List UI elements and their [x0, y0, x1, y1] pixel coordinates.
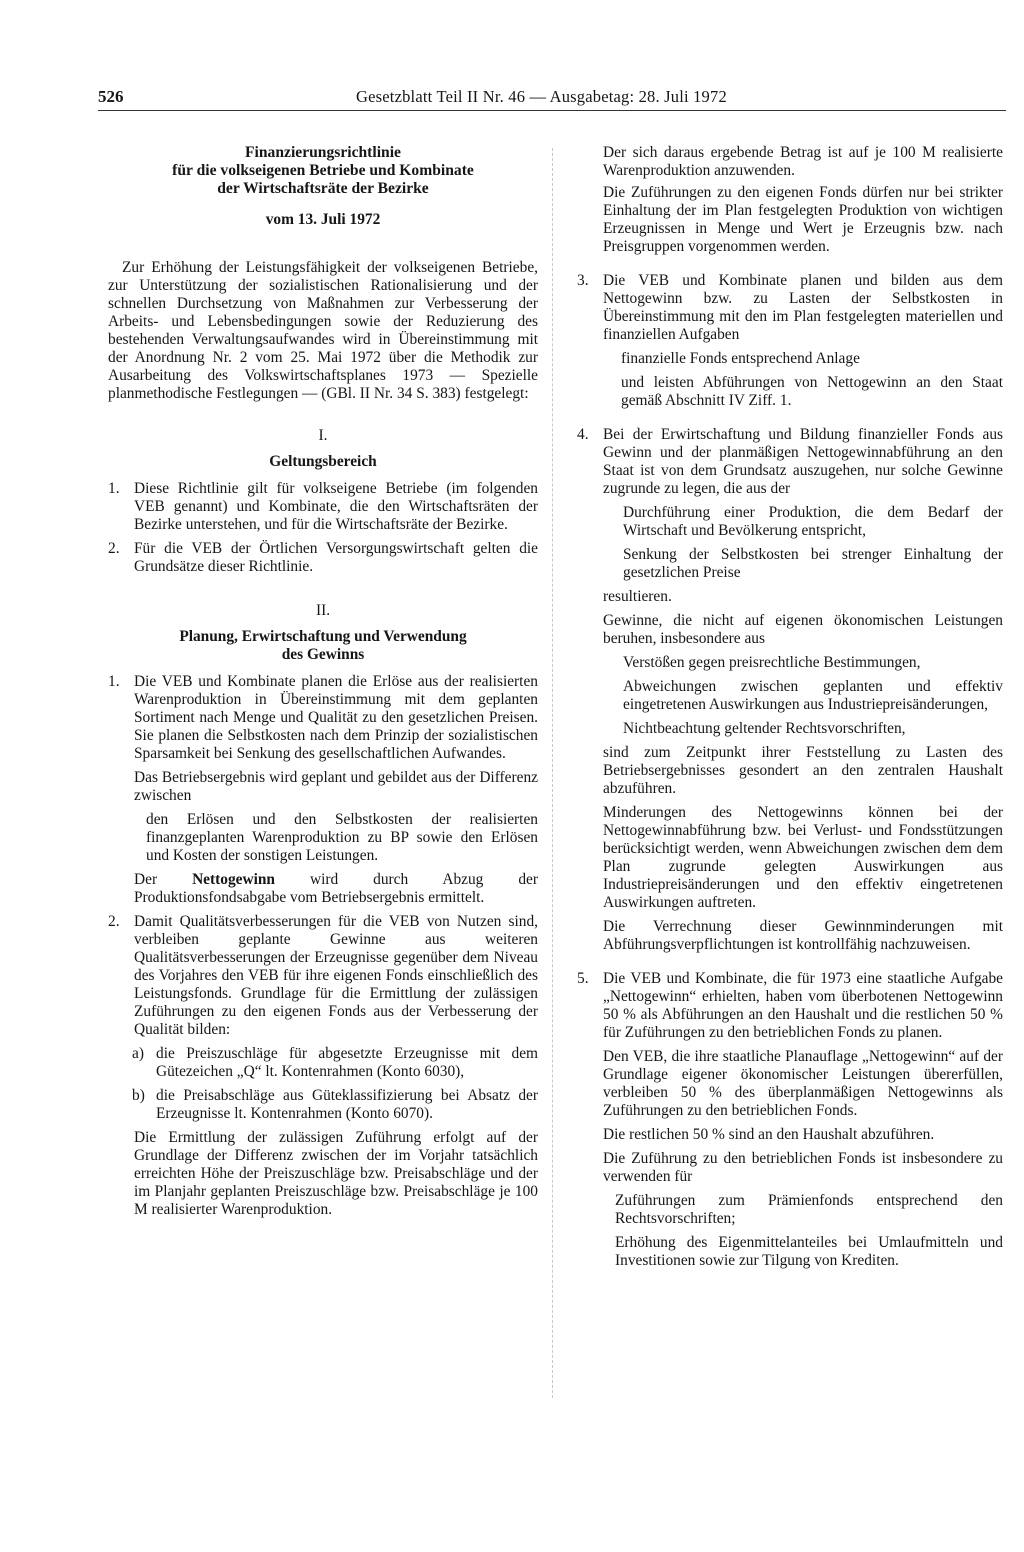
continuation-paragraph-2: Die Zuführungen zu den eigenen Fonds dürfen nur bei strikter Einhaltung der im Plan festgelegten Produktion von wichtigen Erzeugnissen in Menge und Wert je Erzeugnis bzw. nach Preisgruppen vorgenommen werden. — [603, 184, 1003, 255]
title-line-1: Finanzierungsrichtlinie — [245, 144, 401, 161]
item-2-closing-paragraph: Die Ermittlung der zulässigen Zuführung erfolgt auf der Grundlage der Differenz zwischen der im Vorjahr tatsächlich erreichten Höhe der Preiszuschläge bzw. Preisabschläge und der im Planjahr geplanten Preiszuschläge bzw. Preisabschläge je 100 M realisierter Warenproduktion. — [134, 1129, 538, 1218]
item-4-paragraph-4: Minderungen des Nettogewinns können bei der Nettogewinnabführung bzw. bei Verlust- und Fondsstützungen berücksichtigt werden, wenn Abweichungen zwischen dem dem Plan zugrunde gelegten Auswirkungen aus Industriepreisänderungen und den effektiv eingetretenen Auswirkungen auftreten. — [603, 804, 1003, 911]
item-5-paragraph-3: Die restlichen 50 % sind an den Haushalt abzuführen. — [603, 1126, 935, 1143]
item-3-clause-1: finanzielle Fonds entsprechend Anlage — [621, 350, 860, 367]
item-4-deviation-2: Abweichungen zwischen geplanten und effektiv eingetretenen Auswirkungen aus Industriepreisänderungen, — [623, 678, 1003, 713]
section-2-heading-line-1: Planung, Erwirtschaftung und Verwendung — [179, 628, 467, 645]
item-number: 2. — [108, 540, 120, 557]
section-2-item-5 — [577, 970, 1003, 1042]
item-text: Die VEB und Kombinate planen und bilden aus dem Nettogewinn bzw. zu Lasten der Selbstkosten in Übereinstimmung mit den im Plan festgelegten materiellen und finanziellen Aufgaben — [603, 272, 1003, 343]
page-header — [98, 86, 1006, 114]
item-text: Damit Qualitätsverbesserungen für die VEB von Nutzen sind, verbleiben geplante Gewinne aus weiteren Qualitätsverbesserungen der Erzeugnisse gegenüber dem Niveau des Vorjahres den VEB für ihre eigenen Fonds einschließlich des Leistungsfonds. Grundlage für die Ermittlung der zulässigen Zuführungen zu den eigenen Fonds aus der Verbesserung der Qualität bilden: — [134, 913, 538, 1038]
item-text: Diese Richtlinie gilt für volkseigene Betriebe (im folgenden VEB genannt) und Kombinate, die den Wirtschaftsräten der Bezirke unterstehen, und für die Wirtschaftsräte der Bezirke. — [134, 480, 538, 533]
item-number: 1. — [108, 480, 120, 497]
item-number: 1. — [108, 673, 120, 690]
item-3-clause-2: und leisten Abführungen von Nettogewinn an den Staat gemäß Abschnitt IV Ziff. 1. — [621, 374, 1003, 409]
item-4-deviation-3: Nichtbeachtung geltender Rechtsvorschriften, — [623, 720, 906, 737]
sub-item-a — [108, 1045, 538, 1081]
section-2-heading-line-2: des Gewinns — [281, 646, 365, 663]
item-number: 5. — [577, 970, 589, 987]
preamble: Zur Erhöhung der Leistungsfähigkeit der volkseigenen Betriebe, zur Unterstützung der sozialistischen Rationalisierung und der schnellen Durchsetzung von Maßnahmen zur Verbesserung der Arbeits- und Lebensbedingungen sowie der Reduzierung des bestehenden Verwaltungsaufwandes wird in Übereinstimmung mit der Anordnung Nr. 2 vom 25. Mai 1972 über die Methodik zur Ausarbeitung des Volkswirtschaftsplanes 1973 — Spezielle planmethodische Festlegungen — (GBl. II Nr. 34 S. 383) festgelegt: — [108, 259, 538, 402]
column-divider — [552, 148, 553, 1398]
item-1-paragraph-2: Das Betriebsergebnis wird geplant und gebildet aus der Differenz zwischen — [134, 769, 538, 804]
text-fragment: wird durch Abzug der Produktionsfondsabgabe vom Betriebsergebnis ermittelt. — [134, 871, 538, 906]
item-5-use-1: Zuführungen zum Prämienfonds entsprechend den Rechtsvorschriften; — [615, 1192, 1003, 1227]
item-1-indented-clause: den Erlösen und den Selbstkosten der realisierten finanzgeplanten Warenproduktion zu BP sowie den Erlösen und Kosten der sonstigen Leistungen. — [146, 811, 538, 864]
item-4-result: resultieren. — [603, 588, 672, 605]
text-fragment: Der — [134, 871, 158, 888]
section-1-heading: Geltungsbereich — [269, 453, 377, 470]
item-4-deviation-1: Verstößen gegen preisrechtliche Bestimmungen, — [623, 654, 921, 671]
sub-item-letter: b) — [132, 1087, 145, 1104]
item-4-paragraph-3: sind zum Zeitpunkt ihrer Feststellung zu Lasten des Betriebsergebnisses gesondert an den zentralen Haushalt abzuführen. — [603, 744, 1003, 797]
document-date: vom 13. Juli 1972 — [265, 211, 381, 228]
section-2-number: II. — [315, 602, 331, 619]
item-5-use-2: Erhöhung des Eigenmittelanteiles bei Umlaufmitteln und Investitionen sowie zur Tilgung von Krediten. — [615, 1234, 1003, 1269]
right-column — [577, 144, 1003, 1276]
document-title — [138, 144, 508, 198]
left-column — [108, 144, 538, 1225]
item-number: 3. — [577, 272, 589, 289]
sub-item-text: die Preisabschläge aus Güteklassifizierung bei Absatz der Erzeugnisse lt. Kontenrahmen (Konto 6070). — [156, 1087, 538, 1122]
running-head: Gesetzblatt Teil II Nr. 46 — Ausgabetag: 28. Juli 1972 — [356, 87, 727, 106]
section-2-heading — [108, 628, 538, 664]
item-text: Die VEB und Kombinate planen die Erlöse aus der realisierten Warenproduktion in Übereinstimmung mit dem geplanten Sortiment nach Menge und Qualität zu den gesetzlichen Preisen. Sie planen die Selbstkosten nach dem Prinzip der sozialistischen Sparsamkeit bei Senkung des gesellschaftlichen Aufwandes. — [134, 673, 538, 762]
page-number: 526 — [98, 87, 124, 106]
section-2-item-2 — [108, 913, 538, 1039]
item-text: Bei der Erwirtschaftung und Bildung finanzieller Fonds aus Gewinn und der planmäßigen Nettogewinnabführung an den Staat ist von dem Grundsatz auszugehen, nur solche Gewinne zugrunde zu legen, die aus der — [603, 426, 1003, 497]
title-line-2: für die volkseigenen Betriebe und Kombinate — [172, 162, 474, 179]
sub-item-b — [108, 1087, 538, 1123]
section-2-item-3 — [577, 272, 1003, 344]
item-text: Die VEB und Kombinate, die für 1973 eine staatliche Aufgabe „Nettogewinn“ erhielten, haben vom überbotenen Nettogewinn 50 % als Abführungen an den Haushalt und die restlichen 50 % für Zuführungen zu den betrieblichen Fonds zu planen. — [603, 970, 1003, 1041]
section-2-item-1 — [108, 673, 538, 763]
section-1-item-1 — [108, 480, 538, 534]
section-1-number: I. — [318, 427, 328, 444]
title-line-3: der Wirtschaftsräte der Bezirke — [217, 180, 429, 197]
section-2-item-4 — [577, 426, 1003, 498]
item-5-paragraph-2: Den VEB, die ihre staatliche Planauflage „Nettogewinn“ auf der Grundlage eigener ökonomischer Leistungen übererfüllen, verbleiben 50 % des überplanmäßigen Nettogewinns als Zuführungen zu den betrieblichen Fonds. — [603, 1048, 1003, 1119]
item-1-paragraph-3 — [108, 871, 538, 907]
sub-item-letter: a) — [132, 1045, 144, 1062]
item-number: 4. — [577, 426, 589, 443]
item-text: Für die VEB der Örtlichen Versorgungswirtschaft gelten die Grundsätze dieser Richtlinie. — [134, 540, 538, 575]
item-4-paragraph-5: Die Verrechnung dieser Gewinnminderungen mit Abführungsverpflichtungen ist kontrollfähig nachzuweisen. — [603, 918, 1003, 953]
header-rule — [98, 110, 1006, 111]
section-1-item-2 — [108, 540, 538, 576]
term-nettogewinn: Nettogewinn — [192, 871, 275, 888]
item-number: 2. — [108, 913, 120, 930]
sub-item-text: die Preiszuschläge für abgesetzte Erzeugnisse mit dem Gütezeichen „Q“ lt. Kontenrahmen (Konto 6030), — [156, 1045, 538, 1080]
item-4-clause-1: Durchführung einer Produktion, die dem Bedarf der Wirtschaft und Bevölkerung entspricht, — [623, 504, 1003, 539]
item-5-paragraph-4: Die Zuführung zu den betrieblichen Fonds ist insbesondere zu verwenden für — [603, 1150, 1003, 1185]
continuation-paragraph-1: Der sich daraus ergebende Betrag ist auf je 100 M realisierte Warenproduktion anzuwenden. — [603, 144, 1003, 179]
item-4-paragraph-2: Gewinne, die nicht auf eigenen ökonomischen Leistungen beruhen, insbesondere aus — [603, 612, 1003, 647]
item-4-clause-2: Senkung der Selbstkosten bei strenger Einhaltung der gesetzlichen Preise — [623, 546, 1003, 581]
